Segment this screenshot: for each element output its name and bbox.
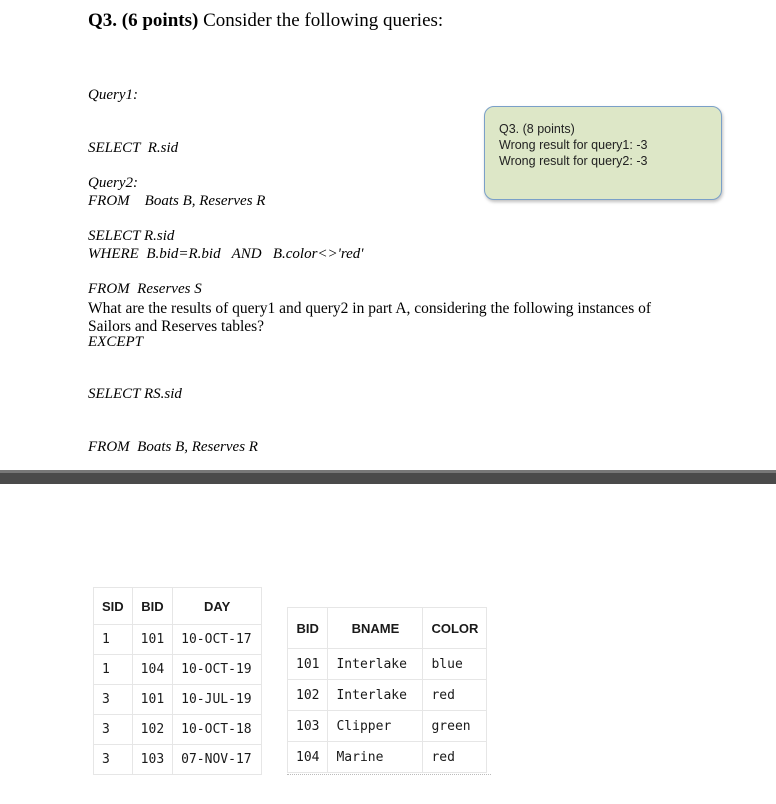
table-cell: 104 [288,742,328,773]
table-cell: Marine [328,742,423,773]
grading-note-line: Wrong result for query2: -3 [499,154,648,168]
table-row [288,711,487,742]
table-cell: 1 [94,655,133,685]
table-cell: 07-NOV-17 [173,745,262,775]
column-header: COLOR [423,608,487,649]
query2-line: FROM Reserves S [88,280,202,297]
table-cell: Clipper [328,711,423,742]
column-header: BNAME [328,608,423,649]
question-title-text: Consider the following queries: [198,10,444,31]
table-cell: 101 [288,649,328,680]
table-cell: 10-OCT-19 [173,655,262,685]
table-cell: 10-OCT-18 [173,715,262,745]
grading-note-line: Q3. (8 points) [499,122,575,136]
table-cell: 103 [288,711,328,742]
query1-line: WHERE B.bid=R.bid AND B.color<>'red' [88,245,364,262]
table-row [288,680,487,711]
table-cell: 10-JUL-19 [173,685,262,715]
table-cell: 102 [288,680,328,711]
table-cell: 3 [94,715,133,745]
page-divider-highlight [0,470,776,473]
table-row [94,655,262,685]
table-header-row [288,608,487,649]
column-header: BID [288,608,328,649]
cropped-edge [287,774,491,778]
table-cell: 1 [94,625,133,655]
query1-line: Query1: [88,87,138,104]
table-cell: green [423,711,487,742]
query2-line: FROM Boats B, Reserves R [88,439,258,456]
table-cell: Interlake [328,649,423,680]
table-cell: 103 [132,745,172,775]
table-header-row [94,588,262,625]
table-cell: 10-OCT-17 [173,625,262,655]
column-header: BID [132,588,172,625]
table-cell: 101 [132,625,172,655]
reserves-table [93,587,262,775]
column-header: DAY [173,588,262,625]
table-cell: 3 [94,685,133,715]
question-label: Q3. (6 points) [88,10,199,31]
table-cell: 102 [132,715,172,745]
grading-comment-box[interactable] [484,106,722,200]
column-header: SID [94,588,133,625]
table-row [288,649,487,680]
query2-line: SELECT R.sid [88,227,175,244]
table-row [94,715,262,745]
table-cell: 101 [132,685,172,715]
grading-note-line: Wrong result for query1: -3 [499,138,648,152]
table-cell: blue [423,649,487,680]
table-row [288,742,487,773]
table-cell: Interlake [328,680,423,711]
table-row [94,685,262,715]
table-row [94,745,262,775]
question-prompt: What are the results of query1 and query2 in part A, considering the following instances of Sailors and Reserves tables? [88,300,652,335]
question-title [88,10,443,32]
table-cell: 3 [94,745,133,775]
table-row [94,625,262,655]
query1-line: SELECT R.sid [88,139,179,156]
query2-line: Query2: [88,175,138,192]
query2-line: EXCEPT [88,333,143,350]
query1-line: FROM Boats B, Reserves R [88,192,266,209]
boats-table [287,607,487,773]
query2-line: SELECT RS.sid [88,386,182,403]
table-cell: red [423,742,487,773]
table-cell: red [423,680,487,711]
table-cell: 104 [132,655,172,685]
